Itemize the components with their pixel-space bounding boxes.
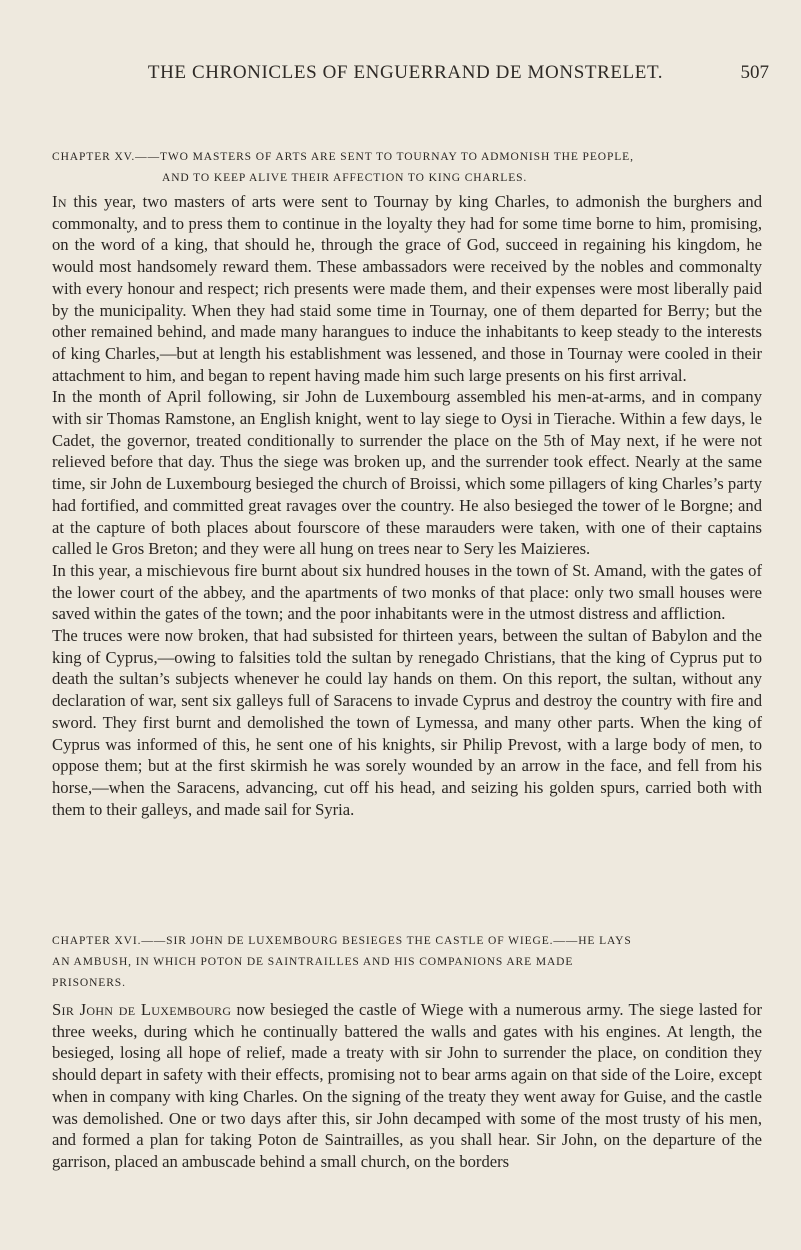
chapter-15-paragraph-4: The truces were now broken, that had subsisted for thirteen years, between the sultan of Babylon and the king of Cyprus,—owing to falsities told the sultan by renegado Christians, that the king of Cyprus put to death the sultan’s subjects whenever he could lay hands on them. On this report, the sultan, without any declaration of war, sent six galleys full of Saracens to invade Cyprus and destroy the country with fire and sword. They first burnt and demolished the town of Lymessa, and many other parts. When the king of Cyprus was informed of this, he sent one of his knights, sir Philip Prevost, with a large body of men, to oppose them; but at the first skirmish he was sorely wounded by an arrow in the face, and fell from his horse,—when the Saracens, advancing, cut off his head, and seizing his golden spurs, carried both with them to their galleys, and made sail for Syria. <box>52 626 762 819</box>
chapter-15-body <box>52 191 762 820</box>
page-number: 507 <box>740 62 769 83</box>
chapter-15-heading <box>52 147 761 189</box>
chapter-16-body <box>52 999 762 1173</box>
running-title: THE CHRONICLES OF ENGUERRAND DE MONSTRELET. <box>147 62 664 83</box>
chapter-15-paragraph-1-text: this year, two masters of arts were sent to Tournay by king Charles, to admonish the burghers and commonalty, and to press them to continue in the loyalty they had for some time borne to him, promising, on the word of a king, that should he, through the grace of God, succeed in regaining his kingdom, he would most handsomely reward them. These ambassadors were received by the nobles and commonalty with every honour and respect; rich presents were made them, and their expenses were most liberally paid by the municipality. When they had staid some time in Tournay, one of them departed for Berry; but the other remained behind, and made many harangues to induce the inhabitants to keep steady to the interests of king Charles,—but at length his establishment was lessened, and those in Tournay were cooled in their attachment to him, and began to repent having made him such large presents on his first arrival. <box>52 192 762 385</box>
chapter-16-paragraph-1 <box>52 999 762 1173</box>
chapter-16-heading-line-1: CHAPTER XVI.——SIR JOHN DE LUXEMBOURG BESIEGES THE CASTLE OF WIEGE.——HE LAYS <box>52 935 632 947</box>
chapter-15-heading-line-1: CHAPTER XV.——TWO MASTERS OF ARTS ARE SENT TO TOURNAY TO ADMONISH THE PEOPLE, <box>52 151 634 163</box>
chapter-16-heading-line-2: AN AMBUSH, IN WHICH POTON DE SAINTRAILLES AND HIS COMPANIONS ARE MADE <box>52 956 574 968</box>
chapter-15-lead-word: In <box>52 192 67 211</box>
running-head <box>42 62 769 90</box>
chapter-15-paragraph-1 <box>52 191 762 386</box>
chapter-16-paragraph-1-text: now besieged the castle of Wiege with a numerous army. The siege lasted for three weeks, during which he continually battered the walls and gates with his engines. At length, the besieged, losing all hope of relief, made a treaty with sir John to surrender the place, on condition they should depart in safety with their effects, promising not to bear arms again on that side of the Loire, except when in company with king Charles. On the signing of the treaty they went away for Guise, and the castle was demolished. One or two days after this, sir John decamped with some of the most trusty of his men, and formed a plan for taking Poton de Saintrailles, as you shall hear. Sir John, on the departure of the garrison, placed an ambuscade behind a small church, on the borders <box>52 1000 762 1171</box>
chapter-16-lead-words: Sir John de Luxembourg <box>52 1000 232 1019</box>
chapter-15-paragraph-3: In this year, a mischievous fire burnt about six hundred houses in the town of St. Amand, with the gates of the lower court of the abbey, and the apartments of two monks of that place: only two small houses were saved within the gates of the town; and the poor inhabitants were in the utmost distress and affliction. <box>52 560 762 624</box>
chapter-16-heading <box>52 931 761 994</box>
chapter-15-heading-line-2: AND TO KEEP ALIVE THEIR AFFECTION TO KING CHARLES. <box>162 172 528 184</box>
chapter-15-paragraph-2: In the month of April following, sir John de Luxembourg assembled his men-at-arms, and in company with sir Thomas Ramstone, an English knight, went to lay siege to Oysi in Tierache. Within a few days, le Cadet, the governor, treated conditionally to surrender the place on the 5th of May next, if he were not relieved before that day. Thus the siege was broken up, and the surrender took effect. Nearly at the same time, sir John de Luxembourg besieged the church of Broissi, which some pillagers of king Charles’s party had fortified, and committed great ravages over the country. He also besieged the tower of le Borgne; and at the capture of both places about fourscore of these marauders were taken, with one of their captains called le Gros Breton; and they were all hung on trees near to Sery les Maizieres. <box>52 387 762 559</box>
chapter-16-heading-line-3: PRISONERS. <box>52 977 126 989</box>
